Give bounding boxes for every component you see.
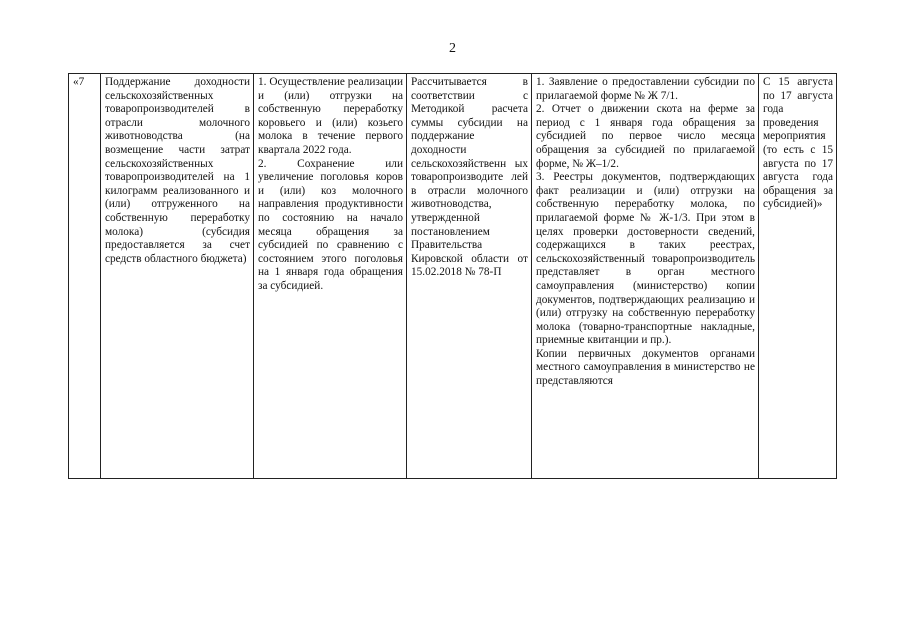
cell-documents [532, 74, 759, 479]
document-item: 1. Заявление о предоставлении субсидии по прилагаемой форме № Ж 7/1. [536, 76, 755, 102]
deadline-text: С 15 августа по 17 августа года проведения мероприятия (то есть с 15 августа по 17 августа года обращения за субсидией)» [763, 76, 833, 211]
document-item: Копии первичных документов органами местного самоуправления в министерство не представляются [536, 347, 755, 388]
condition-item: 2. Сохранение или увеличение поголовья коров и (или) коз молочного направления продуктивности по состоянию на начало месяца обращения за субсидией по сравнению с состоянием этого поголовья на 1 января года обращения за субсидией. [258, 157, 403, 292]
cell-conditions [254, 74, 407, 479]
row-number: «7 [73, 76, 85, 88]
calculation-text: Рассчитывается в соответствии с Методикой расчета суммы субсидии на поддержание доходности сельскохозяйственн ых товаропроизводите лей в отрасли молочного животноводства, утвержденной постановлением Правительства Кировской области от 15.02.2018 № 78-П [411, 76, 528, 279]
cell-number [69, 74, 101, 479]
cell-calculation [407, 74, 532, 479]
page-number: 2 [449, 41, 456, 56]
document-item: 2. Отчет о движении скота на ферме за период с 1 января года обращения за субсидией по первое число месяца обращения за субсидией по прилагаемой форме, № Ж–1/2. [536, 103, 755, 170]
cell-deadline [759, 74, 837, 479]
measure-name: Поддержание доходности сельскохозяйственных товаропроизводителей в отрасли молочного животноводства (на возмещение части затрат сельскохозяйственных товаропроизводителей на 1 килограмм реализованного и (или) отгруженного на собственную переработку молока) (субсидия предоставляется за счет средств областного бюджета) [105, 76, 250, 265]
cell-measure-name [101, 74, 254, 479]
condition-item: 1. Осуществление реализации и (или) отгрузки на собственную переработку коровьего и (или) козьего молока в течение первого квартала 2022 года. [258, 76, 403, 156]
document-item: 3. Реестры документов, подтверждающих факт реализации и (или) отгрузки на собственную переработку молока, по прилагаемой форме № Ж-1/3. При этом в целях проверки достоверности сведений, содержащихся в таких реестрах, сельскохозяйственный товаропроизводитель представляет в орган местного самоуправления (министерство) копии документов, подтверждающих реализацию и (или) отгрузку на собственную переработку молока (товарно-транспортные накладные, приемные квитанции и пр.). [536, 171, 755, 347]
subsidy-table [68, 73, 837, 479]
table-row [69, 74, 837, 479]
